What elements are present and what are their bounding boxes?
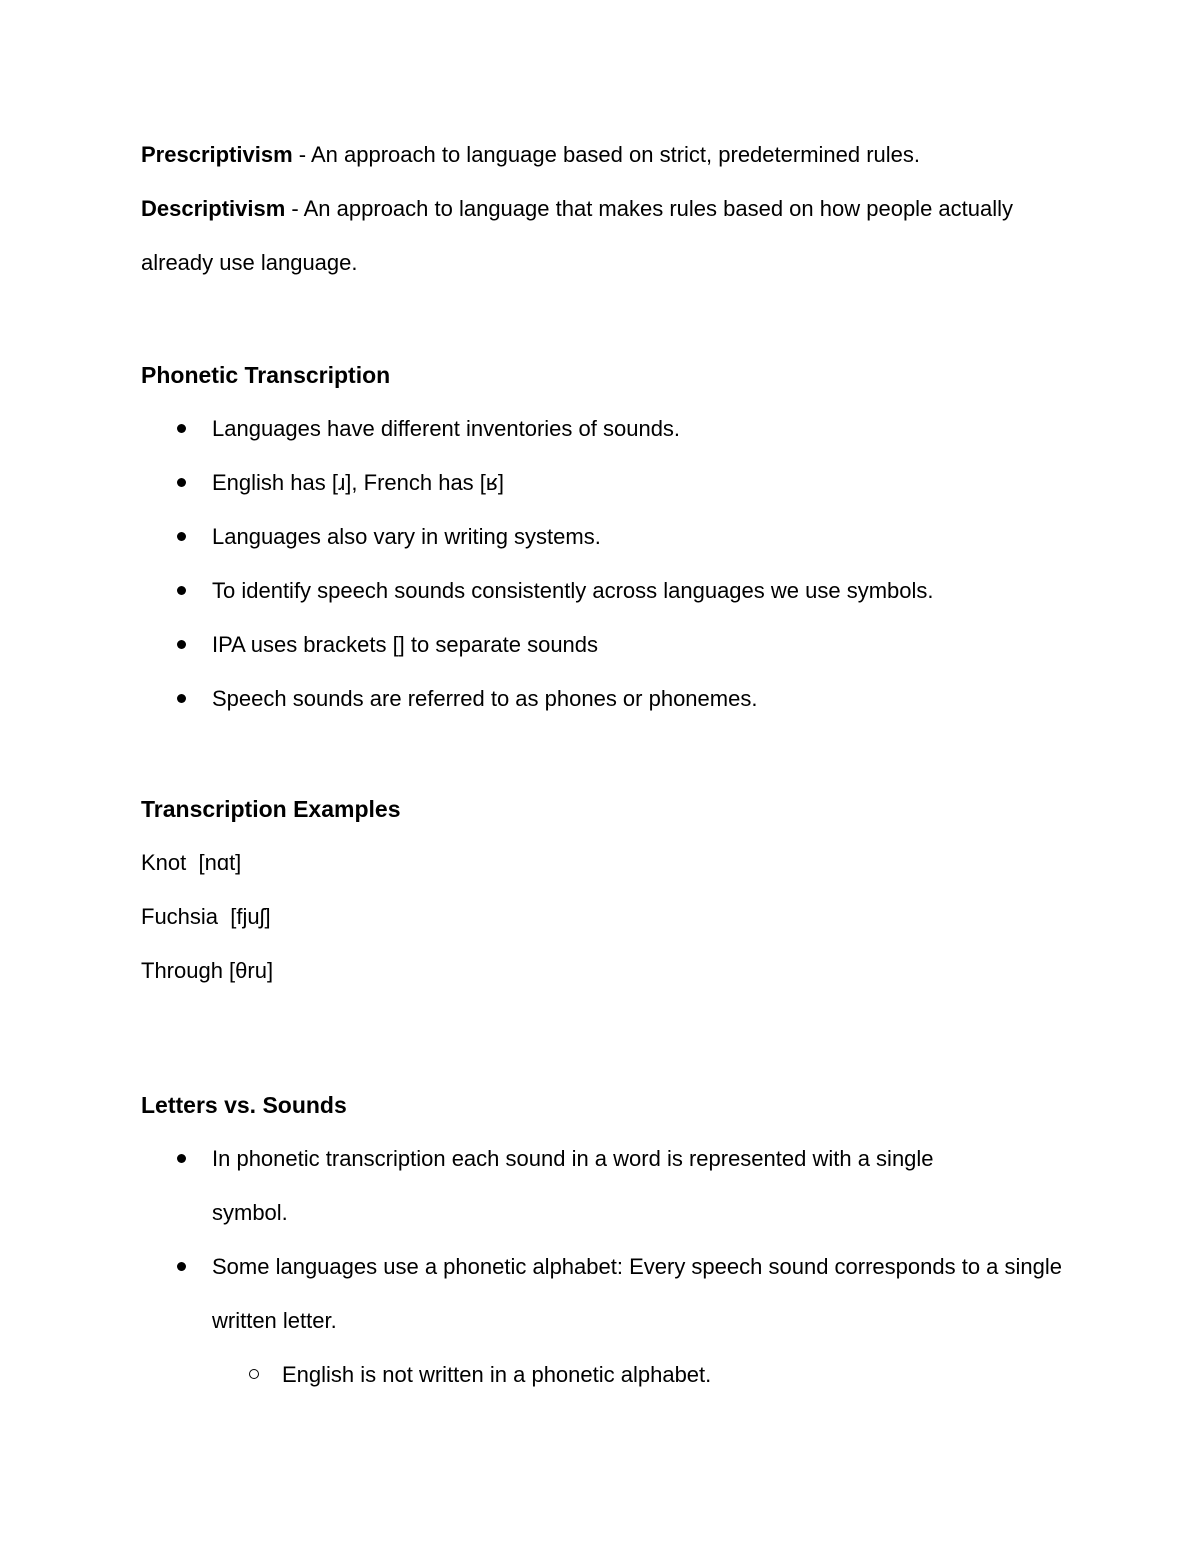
list-item-text: Speech sounds are referred to as phones or phonemes. — [212, 686, 758, 711]
bullet-icon — [177, 1154, 186, 1163]
list-item-text: Languages also vary in writing systems. — [212, 524, 601, 549]
bullet-icon — [177, 694, 186, 703]
list-item — [141, 672, 1071, 726]
definition-term: Prescriptivism — [141, 142, 293, 167]
section-heading-phonetic-transcription: Phonetic Transcription — [141, 362, 391, 388]
bullet-icon — [177, 424, 186, 433]
sub-list-item — [141, 1348, 1071, 1402]
bullet-icon — [177, 640, 186, 649]
sub-list-item-text: English is not written in a phonetic alphabet. — [282, 1362, 712, 1387]
definition-descriptivism — [141, 182, 1071, 290]
definition-text: - An approach to language based on strict, predetermined rules. — [292, 142, 921, 167]
definition-prescriptivism — [141, 128, 1071, 182]
list-item-text: IPA uses brackets [] to separate sounds — [212, 632, 599, 657]
bullet-icon — [177, 586, 186, 595]
document-content — [141, 128, 1071, 1402]
definition-term: Descriptivism — [141, 196, 286, 221]
list-item — [141, 510, 1071, 564]
list-item — [141, 402, 1071, 456]
list-item-text: English has [ɹ], French has [ʁ] — [212, 470, 504, 495]
phonetic-transcription-list — [141, 402, 1071, 726]
list-item-text: Some languages use a phonetic alphabet: Every speech sound corresponds to a single written letter. — [212, 1254, 1063, 1333]
letters-vs-sounds-list — [141, 1132, 1071, 1348]
bullet-icon — [177, 532, 186, 541]
list-item-text: Languages have different inventories of sounds. — [212, 416, 681, 441]
transcription-example: Through [θru] — [141, 958, 274, 983]
definition-text: - An approach to language that makes rules based on how people actually already use language. — [141, 196, 1014, 275]
list-item — [141, 564, 1071, 618]
list-item — [141, 456, 1071, 510]
bullet-icon — [177, 478, 186, 487]
list-item-text: To identify speech sounds consistently across languages we use symbols. — [212, 578, 934, 603]
letters-vs-sounds-sublist — [141, 1348, 1071, 1402]
bullet-icon — [177, 1262, 186, 1271]
list-item — [141, 618, 1071, 672]
transcription-example: Fuchsia [fjuʃ] — [141, 904, 271, 929]
list-item — [141, 1240, 1071, 1348]
section-heading-letters-vs-sounds: Letters vs. Sounds — [141, 1092, 347, 1118]
list-item-text: In phonetic transcription each sound in a word is represented with a single symbol. — [212, 1146, 934, 1225]
hollow-bullet-icon — [249, 1369, 259, 1379]
section-heading-transcription-examples: Transcription Examples — [141, 796, 401, 822]
transcription-example: Knot [nɑt] — [141, 850, 242, 875]
list-item — [141, 1132, 1071, 1240]
